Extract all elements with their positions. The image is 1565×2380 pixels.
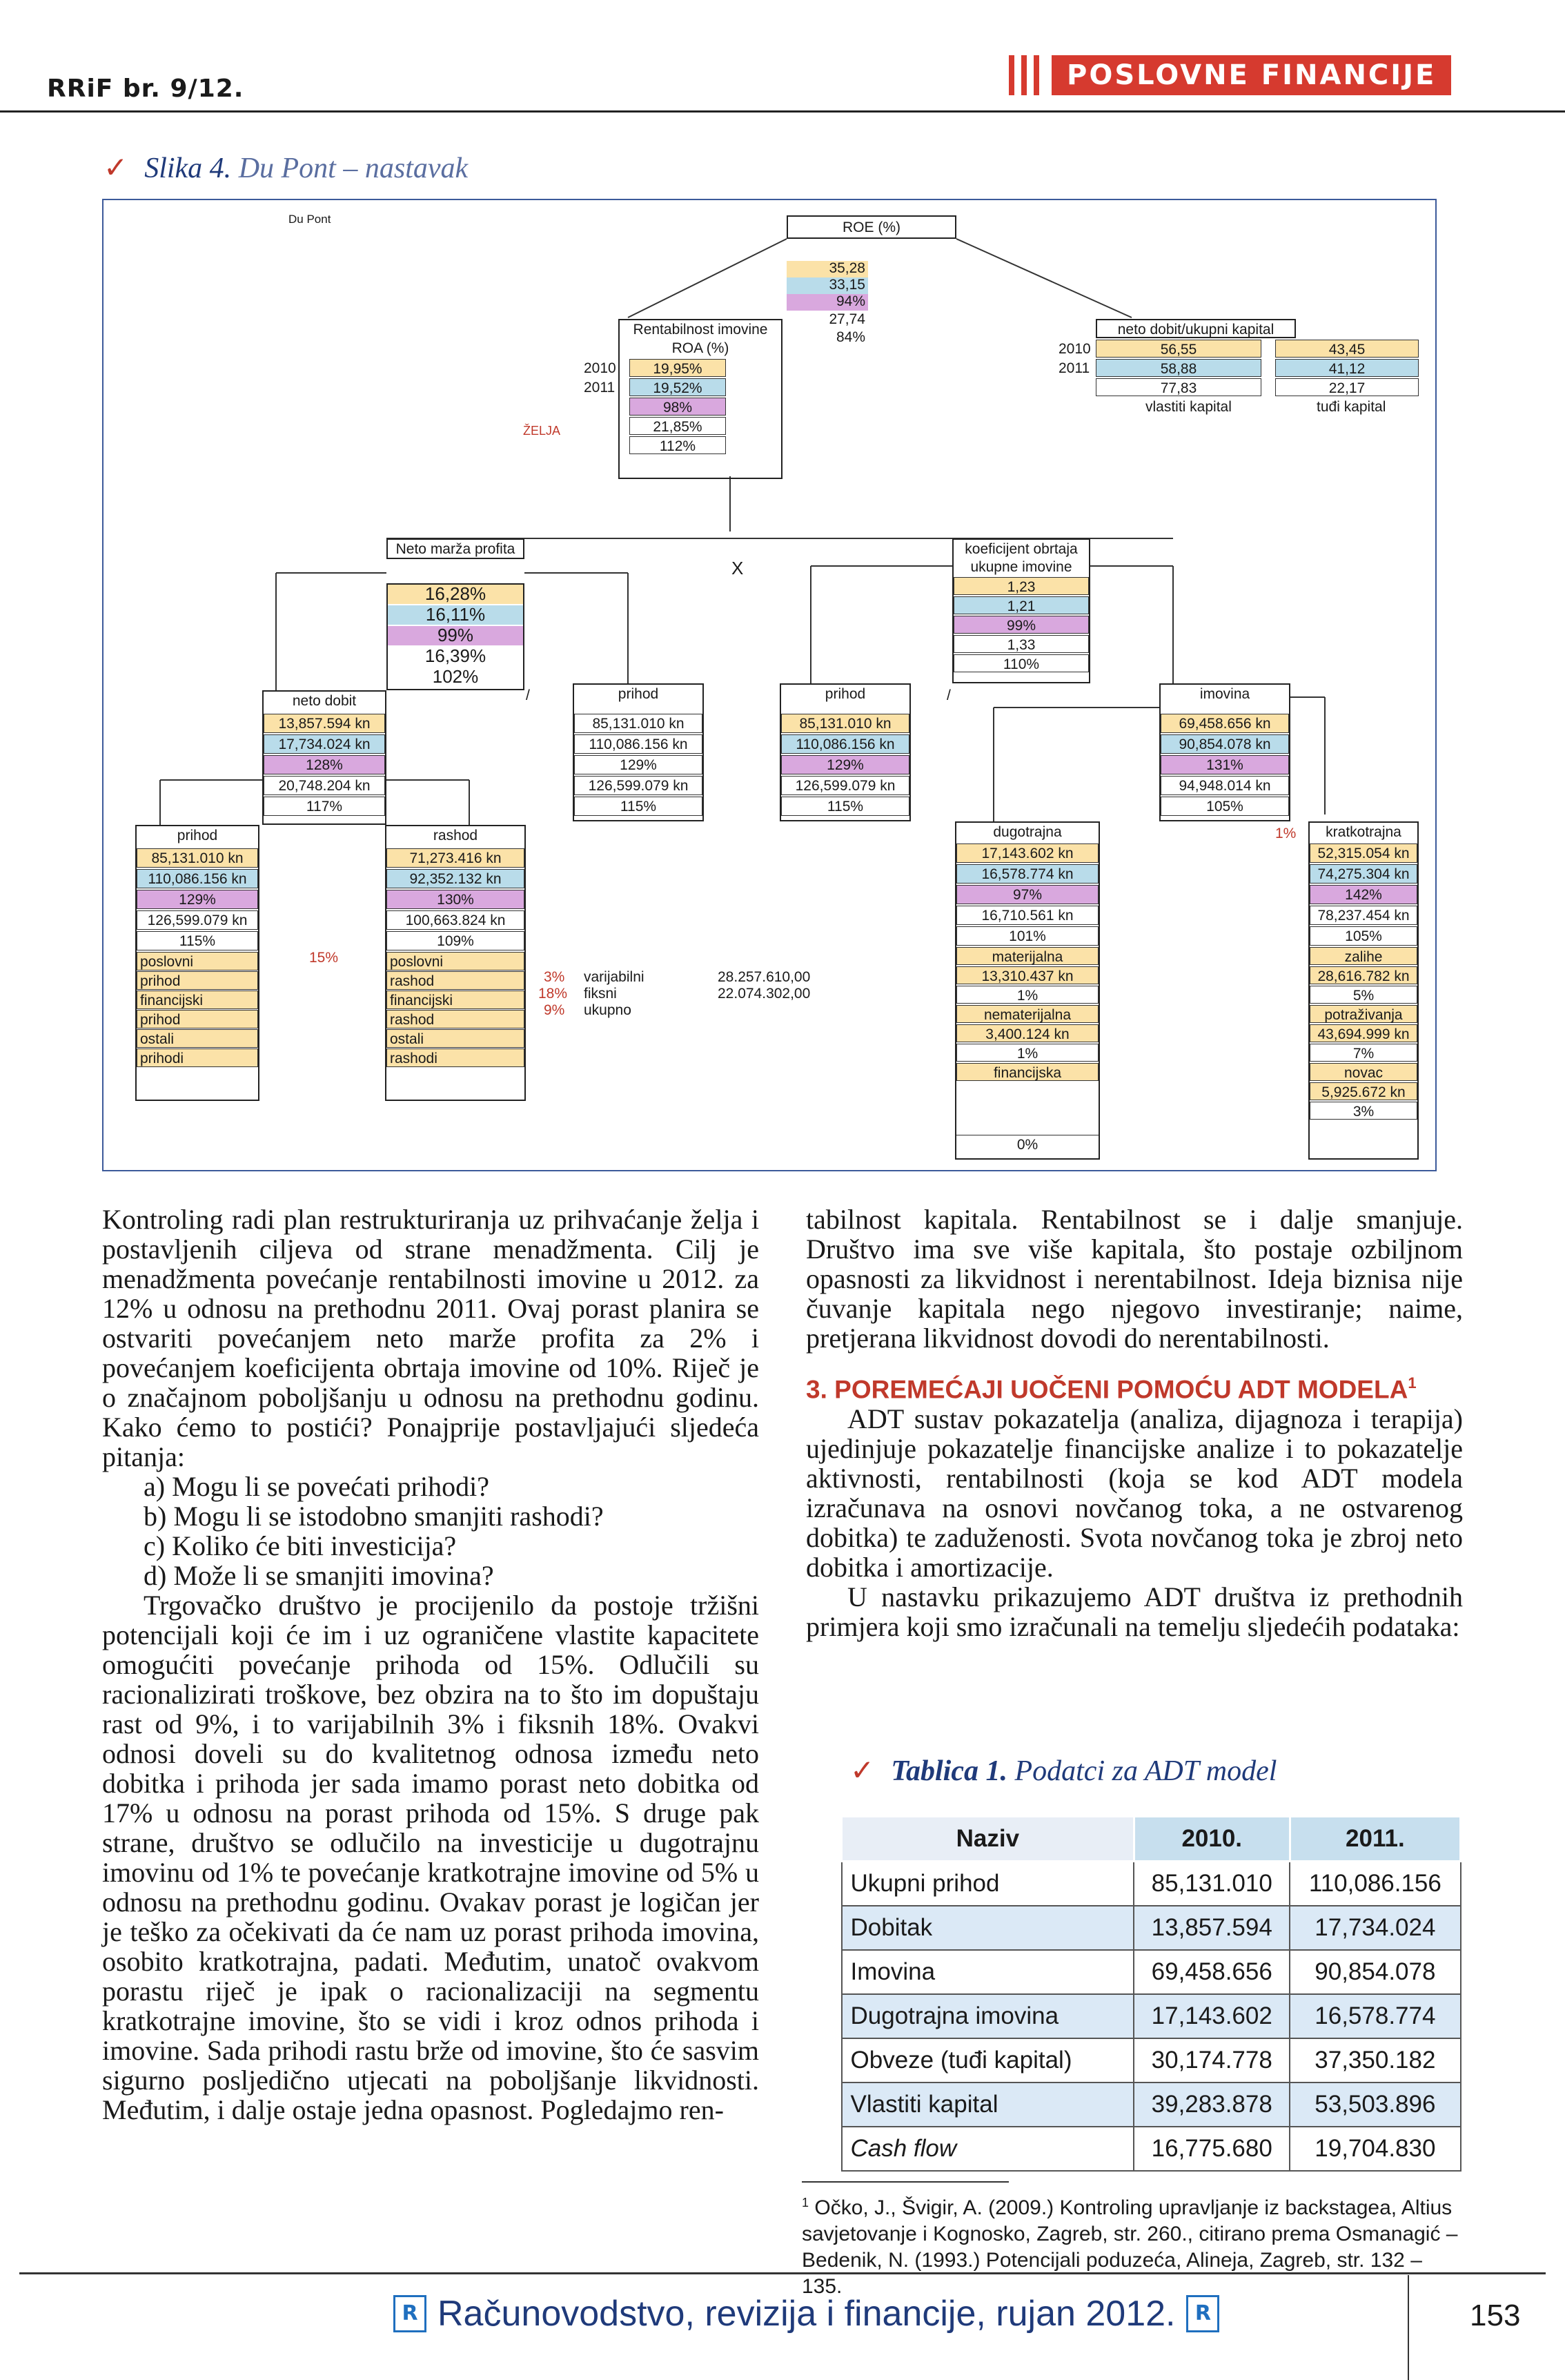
table-number: Tablica 1.	[891, 1755, 1007, 1787]
current-assets-title: kratkotrajna	[1310, 823, 1417, 842]
footnote-text: Očko, J., Švigir, A. (2009.) Kontroling upravljanje iz backstagea, Altius savjetovanje i Kognosko, Zagreb, str. 260., citirano prema Osmanagić – Bedenik, N. (1993.) Potencijali poduzeća, Alineja, Zagreb, str. 132 – 135.	[802, 2196, 1458, 2298]
table-cell: 110,086.156	[1290, 1862, 1460, 1906]
adt-data-table	[840, 1815, 1461, 2172]
table-row	[842, 1906, 1461, 1950]
roe-plan-index: 84%	[787, 330, 868, 347]
expenses-plan-index: 109%	[386, 931, 524, 950]
table-title: Podatci za ADT model	[1014, 1755, 1277, 1787]
roa-subtitle: ROA (%)	[620, 339, 781, 358]
table-cell: 85,131.010	[1134, 1862, 1290, 1906]
table-row	[842, 1862, 1461, 1906]
question-b: b) Mogu li se istodobno smanjiti rashodi?	[144, 1501, 604, 1532]
expenses-other-label: ostali	[386, 1029, 524, 1048]
revenue-turnover-2011: 110,086.156 kn	[781, 734, 909, 754]
right-column	[806, 1204, 1463, 1641]
expenses-financial-label: financijski	[386, 991, 524, 1009]
expenses-operating-label2: rashod	[386, 971, 524, 990]
asset-turnover-index: 99%	[954, 616, 1089, 634]
asset-turnover-subtitle: ukupne imovine	[954, 558, 1089, 576]
table-cell: Cash flow	[842, 2127, 1134, 2171]
roa-year-2011: 2011	[584, 380, 616, 396]
equity-return-2010: 56,55	[1096, 340, 1261, 358]
cash-value: 5,925.672 kn	[1310, 1082, 1417, 1100]
financial-assets-label: financijska	[956, 1063, 1099, 1081]
roe-value-2010: 35,28	[787, 261, 868, 277]
table-caption	[850, 1753, 1277, 1788]
check-icon: ✓	[850, 1755, 875, 1787]
table-cell: Imovina	[842, 1950, 1134, 1994]
page-number: 153	[1470, 2299, 1521, 2332]
debt-share-2011: 41,12	[1275, 359, 1419, 377]
divide-sign-margin: /	[526, 687, 530, 703]
revenue-detail-plan: 126,599.079 kn	[137, 910, 258, 930]
paragraph-analysis: Trgovačko društvo je procijenilo da postoje tržišni potencijali koji će im i uz ograničene vlastite kapacitete omogućiti povećanje prihoda od 15%. Odlučili su racionalizirati troškove, bez obzira na to što im dopuštaju rast od 9%, i to varijabilnih 3% i fiksnih 18%. Ovakvi odnosi doveli su do kvalitetnog odnosa između neto dobitka i prihoda jer sada imamo porast neto dobitka od 17% u odnosu na porast prihoda od 15%. S druge pak strane, društvo se odlučilo na investicije u dugotrajnu imovinu od 1% te povećanje kratkotrajne imovine od 5% u odnosu na prethodnu godinu. Ovakav porast je logičan jer je teško za očekivati da će nam uz porast prihoda imovina, osobito kratkotrajna, padati. Međutim, unatoč ovakvom porastu riječ je ipak o racionalizaciji na segmentu kratkotrajne imovine, što se vidi i kroz odnos prihoda i imovine. Sada prihodi rastu brže od imovine, što će sasvim sigurno posljedično utjecati na poboljšanje likvidnosti. Međutim, i dalje ostaje jedna opasnost. Pogledajmo ren-	[102, 1590, 759, 2125]
tangible-value: 13,310.437 kn	[956, 966, 1099, 984]
assets-2010: 69,458.656 kn	[1161, 714, 1289, 733]
intangible-label: nematerijalna	[956, 1005, 1099, 1023]
revenue-growth-target: 15%	[309, 950, 339, 966]
roa-year-2010: 2010	[584, 360, 616, 376]
receivables-label: potraživanja	[1310, 1005, 1417, 1023]
net-margin-2011: 16,11%	[388, 605, 523, 625]
roa-plan: 21,85%	[629, 417, 726, 435]
roa-title: Rentabilnost imovine	[620, 320, 781, 339]
journal-footer	[393, 2293, 1219, 2334]
tangible-pct: 1%	[956, 986, 1099, 1004]
table-row	[842, 1994, 1461, 2038]
revenue-turnover-index: 129%	[781, 755, 909, 774]
debt-share-plan: 22,17	[1275, 378, 1419, 396]
paragraph-data-intro: U nastavku prikazujemo ADT društva iz prethodnih primjera koji smo izračunali na temelju sljedećih podataka:	[806, 1581, 1463, 1643]
fixed-cost-amount: 22.074.302,00	[718, 986, 811, 1002]
table-cell: 37,350.182	[1290, 2038, 1460, 2082]
revenue-financial-label: financijski	[137, 991, 258, 1009]
equity-return-title: neto dobit/ukupni kapital	[1096, 319, 1296, 338]
asset-turnover-plan: 1,33	[954, 635, 1089, 653]
table-cell: Ukupni prihod	[842, 1862, 1134, 1906]
roa-index: 98%	[629, 398, 726, 416]
footer-rule	[19, 2272, 1546, 2274]
current-assets-index: 142%	[1310, 885, 1417, 904]
wish-label: ŽELJA	[523, 424, 561, 438]
diagram-title: Du Pont	[288, 213, 331, 226]
net-margin-title: Neto marža profita	[386, 538, 524, 559]
revenue-margin-2011: 110,086.156 kn	[574, 734, 702, 754]
roe-plan: 27,74	[787, 312, 868, 329]
revenue-margin-plan-index: 115%	[574, 797, 702, 816]
revenue-operating-label: poslovni	[137, 952, 258, 970]
inventory-pct: 5%	[1310, 986, 1417, 1004]
table-cell: Obveze (tuđi kapital)	[842, 2038, 1134, 2082]
variable-cost-amount: 28.257.610,00	[718, 969, 811, 985]
receivables-pct: 7%	[1310, 1044, 1417, 1062]
table-row	[842, 2082, 1461, 2127]
revenue-detail-plan-index: 115%	[137, 931, 258, 950]
table-header: Naziv	[842, 1817, 1134, 1862]
net-margin-2010: 16,28%	[388, 585, 523, 604]
current-assets-2010: 52,315.054 kn	[1310, 843, 1417, 863]
table-cell: Dugotrajna imovina	[842, 1994, 1134, 2038]
expenses-financial-label2: rashod	[386, 1010, 524, 1028]
figure-title: Du Pont – nastavak	[238, 153, 469, 184]
roa-2010: 19,95%	[629, 359, 726, 377]
question-d: d) Može li se smanjiti imovina?	[144, 1560, 494, 1591]
financial-assets-blank	[956, 1082, 1099, 1113]
inventory-value: 28,616.782 kn	[1310, 966, 1417, 984]
section-footnote-ref: 1	[1408, 1374, 1417, 1392]
divide-sign-turnover: /	[947, 687, 951, 703]
expenses-2010: 71,273.416 kn	[386, 848, 524, 868]
expenses-index: 130%	[386, 890, 524, 909]
assets-title: imovina	[1161, 685, 1289, 704]
net-profit-index: 128%	[264, 755, 385, 774]
equity-year-2011: 2011	[1059, 360, 1090, 376]
question-a: a) Mogu li se povećati prihodi?	[144, 1471, 489, 1502]
fixed-assets-2011: 16,578.774 kn	[956, 864, 1099, 884]
tangible-label: materijalna	[956, 947, 1099, 965]
net-profit-2010: 13,857.594 kn	[264, 714, 385, 733]
expenses-other-label2: rashodi	[386, 1048, 524, 1067]
table-cell: Vlastiti kapital	[842, 2082, 1134, 2127]
revenue-margin-index: 129%	[574, 755, 702, 774]
table-header: 2010.	[1134, 1817, 1290, 1862]
net-margin-plan: 16,39%	[388, 647, 523, 666]
roa-plan-index: 112%	[629, 436, 726, 454]
total-cost-label: ukupno	[584, 1002, 631, 1018]
figure-number: Slika 4.	[144, 153, 232, 184]
debt-share-2010: 43,45	[1275, 340, 1419, 358]
cash-pct: 3%	[1310, 1102, 1417, 1120]
asset-turnover-2010: 1,23	[954, 577, 1089, 595]
expenses-operating-label: poslovni	[386, 952, 524, 970]
journal-logo-icon: R	[393, 2295, 426, 2332]
table-header: 2011.	[1290, 1817, 1460, 1862]
table-cell: 17,734.024	[1290, 1906, 1460, 1950]
current-assets-2011: 74,275.304 kn	[1310, 864, 1417, 884]
expenses-plan: 100,663.824 kn	[386, 910, 524, 930]
journal-issue: RRiF br. 9/12.	[47, 75, 244, 103]
cash-label: novac	[1310, 1063, 1417, 1081]
expenses-2011: 92,352.132 kn	[386, 869, 524, 888]
revenue-other-label: ostali	[137, 1029, 258, 1048]
revenue-operating-label2: prihod	[137, 971, 258, 990]
table-cell: 53,503.896	[1290, 2082, 1460, 2127]
roe-value-2011: 33,15	[787, 277, 868, 294]
assets-plan-index: 105%	[1161, 797, 1289, 816]
revenue-turnover-2010: 85,131.010 kn	[781, 714, 909, 733]
table-cell: 13,857.594	[1134, 1906, 1290, 1950]
equity-return-plan: 77,83	[1096, 378, 1261, 396]
table-cell: 90,854.078	[1290, 1950, 1460, 1994]
section-heading	[806, 1368, 1463, 1404]
fixed-assets-title: dugotrajna	[956, 823, 1099, 842]
inventory-label: zalihe	[1310, 947, 1417, 965]
asset-turnover-plan-index: 110%	[954, 654, 1089, 672]
intangible-value: 3,400.124 kn	[956, 1024, 1099, 1042]
assets-2011: 90,854.078 kn	[1161, 734, 1289, 754]
roe-header: ROE (%)	[787, 215, 956, 239]
table-cell: 30,174.778	[1134, 2038, 1290, 2082]
net-profit-plan-index: 117%	[264, 797, 385, 816]
revenue-turnover-plan-index: 115%	[781, 797, 909, 816]
net-profit-title: neto dobit	[264, 692, 385, 711]
revenue-financial-label2: prihod	[137, 1010, 258, 1028]
revenue-detail-index: 129%	[137, 890, 258, 909]
fixed-cost-label: fiksni	[584, 986, 617, 1002]
table-cell: 39,283.878	[1134, 2082, 1290, 2127]
revenue-margin-2010: 85,131.010 kn	[574, 714, 702, 733]
debt-capital-label: tuđi kapital	[1317, 399, 1386, 415]
table-row	[842, 2038, 1461, 2082]
equity-year-2010: 2010	[1059, 341, 1091, 357]
equity-return-2011: 58,88	[1096, 359, 1261, 377]
table-cell: 17,143.602	[1134, 1994, 1290, 2038]
table-cell: 19,704.830	[1290, 2127, 1460, 2171]
left-column	[102, 1204, 759, 2125]
journal-title: Računovodstvo, revizija i financije, rujan 2012.	[437, 2294, 1176, 2334]
net-profit-plan: 20,748.204 kn	[264, 776, 385, 795]
total-cost-pct: 9%	[544, 1002, 565, 1018]
revenue-detail-2011: 110,086.156 kn	[137, 869, 258, 888]
asset-turnover-2011: 1,21	[954, 596, 1089, 614]
table-row	[842, 2127, 1461, 2171]
footnote	[802, 2189, 1464, 2300]
revenue-margin-plan: 126,599.079 kn	[574, 776, 702, 795]
intangible-pct: 1%	[956, 1044, 1099, 1062]
current-assets-growth: 1%	[1275, 826, 1297, 841]
fixed-assets-plan-index: 101%	[956, 926, 1099, 946]
financial-assets-pct: 0%	[956, 1135, 1099, 1155]
fixed-cost-pct: 18%	[538, 986, 568, 1002]
variable-cost-label: varijabilni	[584, 969, 644, 985]
net-margin-index: 99%	[388, 626, 523, 645]
assets-index: 131%	[1161, 755, 1289, 774]
section-title: 3. POREMEĆAJI UOČENI POMOĆU ADT MODELA	[806, 1375, 1408, 1404]
table-cell: 16,578.774	[1290, 1994, 1460, 2038]
table-cell: 16,775.680	[1134, 2127, 1290, 2171]
multiply-sign: X	[731, 558, 744, 578]
paragraph-intro: Kontroling radi plan restrukturiranja uz prihvaćanje želja i postavljenih ciljeva od strane menadžmenta. Cilj je menadžmenta povećanje rentabilnosti imovine u 2012. za 12% u odnosu na prethodnu 2011. Ovaj porast planira se ostvariti povećanjem neto marže profita za 2% i povećanjem koeficijenta obrtaja imovine od 10%. Riječ je o značajnom poboljšanju u odnosu na prethodnu godinu. Kako ćemo to postići? Ponajprije postavljajući sljedeća pitanja:	[102, 1204, 759, 1472]
paragraph-capital: tabilnost kapitala. Rentabilnost se i dalje smanjuje. Društvo ima sve više kapitala, što postaje ozbiljnom opasnosti za likvidnost i nerentabilnost. Ideja biznisa nije čuvanje kapitala nego njegovo investiranje; naime, pretjerana likvidnost dovodi do nerentabilnosti.	[806, 1204, 1463, 1354]
roe-index: 94%	[787, 294, 868, 311]
question-c: c) Koliko će biti investicija?	[144, 1530, 457, 1561]
footnote-number: 1	[802, 2196, 809, 2210]
expenses-title: rashod	[386, 826, 524, 846]
table-row	[842, 1950, 1461, 1994]
revenue-other-label2: prihodi	[137, 1048, 258, 1067]
paragraph-adt: ADT sustav pokazatelja (analiza, dijagnoza i terapija) ujedinjuje pokazatelje financijske analize i to pokazatelje aktivnosti, rentabilnosti (koja se kod ADT modela izračunava na osnovi novčanog toka, a ne ostvarenog dobitka) te zaduženosti. Svota novčanog toka je zbroj neto dobitka i amortizacije.	[806, 1403, 1463, 1583]
revenue-detail-title: prihod	[137, 826, 258, 846]
revenue-turnover-title: prihod	[781, 685, 909, 704]
table-cell: 69,458.656	[1134, 1950, 1290, 1994]
asset-turnover-title: koeficijent obrtaja	[954, 540, 1089, 558]
footnote-rule	[802, 2181, 1009, 2183]
table-cell: Dobitak	[842, 1906, 1134, 1950]
revenue-turnover-plan: 126,599.079 kn	[781, 776, 909, 795]
fixed-assets-index: 97%	[956, 885, 1099, 904]
current-assets-plan-index: 105%	[1310, 926, 1417, 946]
net-margin-plan-index: 102%	[388, 667, 523, 687]
current-assets-plan: 78,237.454 kn	[1310, 906, 1417, 925]
roa-2011: 19,52%	[629, 378, 726, 396]
check-icon: ✓	[104, 153, 128, 184]
page-divider	[1408, 2275, 1409, 2380]
fixed-assets-plan: 16,710.561 kn	[956, 906, 1099, 925]
variable-cost-pct: 3%	[544, 969, 565, 985]
assets-plan: 94,948.014 kn	[1161, 776, 1289, 795]
journal-logo-icon: R	[1186, 2295, 1219, 2332]
fixed-assets-2010: 17,143.602 kn	[956, 843, 1099, 863]
receivables-value: 43,694.999 kn	[1310, 1024, 1417, 1042]
own-capital-label: vlastiti kapital	[1145, 399, 1232, 415]
net-profit-2011: 17,734.024 kn	[264, 734, 385, 754]
section-banner: POSLOVNE FINANCIJE	[1052, 55, 1451, 95]
revenue-margin-title: prihod	[574, 685, 702, 704]
revenue-detail-2010: 85,131.010 kn	[137, 848, 258, 868]
